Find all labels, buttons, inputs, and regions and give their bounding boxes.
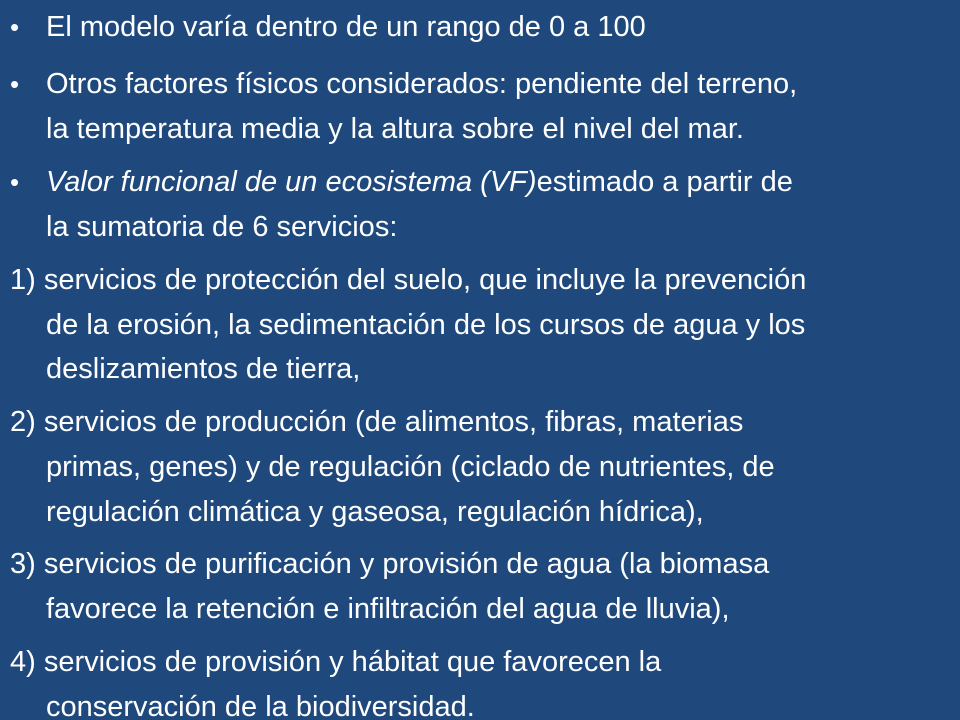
bullet-text-3-italic: Valor funcional de un ecosistema (VF) — [46, 166, 537, 198]
numbered-item-1-line-2: de la erosión, la sedimentación de los cursos de agua y los — [46, 309, 806, 341]
numbered-item-2-line-2: primas, genes) y de regulación (ciclado de nutrientes, de — [46, 451, 775, 483]
numbered-item-2-line-1: 2) servicios de producción (de alimentos, fibras, materias — [10, 406, 744, 438]
numbered-item-4-line-1: 4) servicios de provisión y hábitat que favorecen la — [10, 646, 662, 678]
numbered-item-4-line-2: conservación de la biodiversidad. — [46, 691, 475, 720]
bullet-text-3-rest: estimado a partir de — [536, 166, 793, 198]
bullet-icon: • — [10, 167, 20, 197]
numbered-item-3-line-2: favorece la retención e infiltración del agua de lluvia), — [46, 593, 730, 625]
numbered-item-1-line-1: 1) servicios de protección del suelo, que incluye la prevención — [10, 264, 807, 296]
numbered-item-2-line-3: regulación climática y gaseosa, regulación hídrica), — [46, 496, 704, 528]
numbered-item-1-line-3: deslizamientos de tierra, — [46, 353, 361, 385]
bullet-text-3-line-1 — [46, 165, 793, 199]
bullet-text-1: El modelo varía dentro de un rango de 0 a 100 — [46, 11, 646, 43]
bullet-text-2-line-2: la temperatura media y la altura sobre el nivel del mar. — [46, 113, 744, 145]
bullet-icon: • — [10, 12, 20, 42]
numbered-item-3-line-1: 3) servicios de purificación y provisión de agua (la biomasa — [10, 548, 770, 580]
bullet-text-2-line-1: Otros factores físicos considerados: pendiente del terreno, — [46, 68, 798, 100]
bullet-text-3-line-2: la sumatoria de 6 servicios: — [46, 211, 398, 243]
bullet-icon: • — [10, 69, 20, 99]
